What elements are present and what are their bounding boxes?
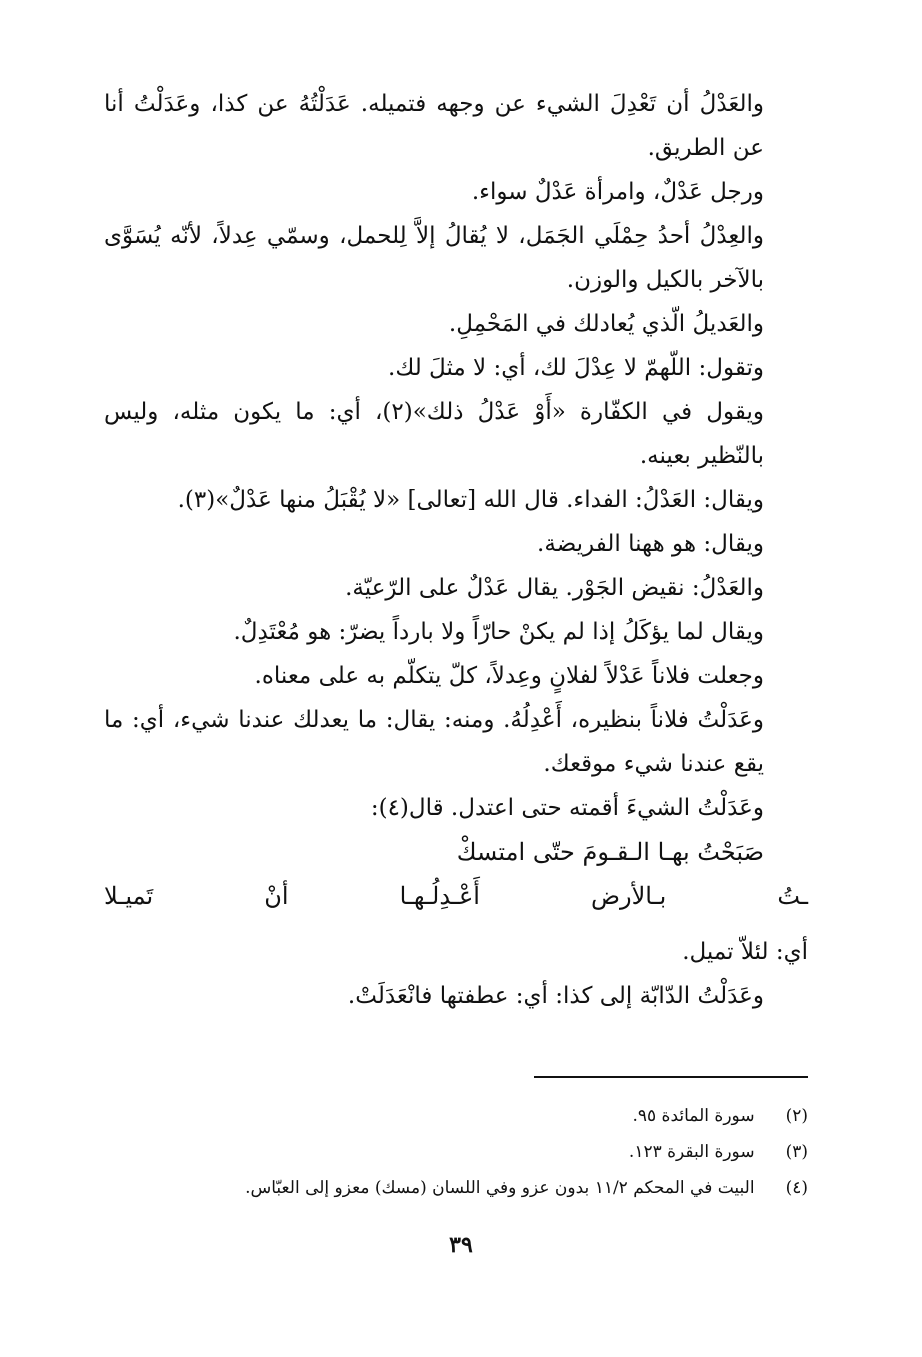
paragraph-5: وتقول: اللّهمّ لا عِدْلَ لك، أي: لا مثلَ لك. <box>388 355 764 381</box>
paragraph-11: وجعلت فلاناً عَدْلاً لفلانٍ وعِدلاً، كلّ يتكلّم به على معناه. <box>254 663 764 689</box>
footnote-number: (٢) <box>785 1106 808 1126</box>
footnote-3 <box>104 1134 808 1170</box>
main-text <box>104 82 808 1018</box>
paragraph-7: ويقال: العَدْلُ: الفداء. قال الله [تعالى] «لا يُقْبَلُ منها عَدْلٌ»(٣). <box>177 487 764 513</box>
paragraph-13: وعَدَلْتُ الشيءَ أقمته حتى اعتدل. قال(٤): <box>370 795 764 821</box>
paragraph-4: والعَديلُ الّذي يُعادلك في المَحْمِلِ. <box>448 311 764 337</box>
paragraph-15: وعَدَلْتُ الدّابّة إلى كذا: أي: عطفتها فانْعَدَلَتْ. <box>347 983 764 1009</box>
paragraph-9: والعَدْلُ: نقيض الجَوْر. يقال عَدْلٌ على الرّعيّة. <box>345 575 764 601</box>
footnote-2 <box>104 1098 808 1134</box>
footnote-4 <box>104 1170 808 1206</box>
footnote-divider <box>534 1076 808 1078</box>
paragraph-8: ويقال: هو ههنا الفريضة. <box>537 531 764 557</box>
paragraph-1: والعَدْلُ أن تَعْدِلَ الشيء عن وجهه فتميله. عَدَلْتُهُ عن كذا، وعَدَلْتُ أنا عن الطريق. <box>104 91 764 161</box>
paragraph-3: والعِدْلُ أحدُ حِمْلَي الجَمَل، لا يُقالُ إلاَّ لِلحمل، وسمّي عِدلاً، لأنّه يُسَوَّى بالآخر بالكيل والوزن. <box>104 223 764 293</box>
footnote-text: سورة البقرة ١٢٣. <box>628 1142 755 1162</box>
page-number: ٣٩ <box>449 1232 473 1258</box>
paragraph-2: ورجل عَدْلٌ، وامرأة عَدْلٌ سواء. <box>471 179 764 205</box>
footnote-text: البيت في المحكم ١١/٢ بدون عزو وفي اللسان (مسك) معزو إلى العبّاس. <box>245 1178 755 1198</box>
poetry-verse <box>104 830 808 918</box>
footnote-text: سورة المائدة ٩٥. <box>632 1106 755 1126</box>
paragraph-12: وعَدَلْتُ فلاناً بنظيره، أَعْدِلُهُ. ومنه: يقال: ما يعدلك عندنا شيء، أي: ما يقع عندنا شيء موقعك. <box>104 707 764 777</box>
verse-first-hemistich: صَبَحْتُ بهـا الـقـومَ حتّى امتسكْ <box>456 838 764 866</box>
footnotes <box>104 1098 808 1206</box>
paragraph-14: أي: لئلاّ تميل. <box>682 939 808 965</box>
paragraph-6: ويقول في الكفّارة «أَوْ عَدْلُ ذلك»(٢)، أي: ما يكون مثله، وليس بالنّظير بعينه. <box>104 399 764 469</box>
verse-second-hemistich: ـتُ بـالأرض أَعْـدِلُـهـا أنْ تَميـلا <box>104 882 808 910</box>
footnote-number: (٤) <box>785 1178 808 1198</box>
paragraph-10: ويقال لما يؤكَلُ إذا لم يكنْ حارّاً ولا بارداً يضرّ: هو مُعْتَدِلٌ. <box>233 619 764 645</box>
footnote-number: (٣) <box>785 1142 808 1162</box>
